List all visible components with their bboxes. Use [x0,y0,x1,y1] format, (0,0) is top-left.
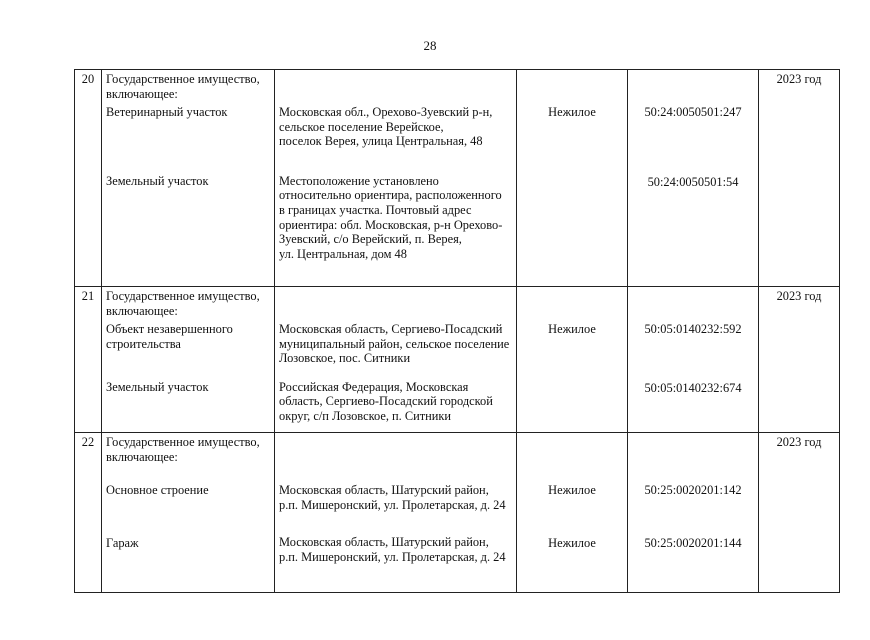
cadastral-number: 50:05:0140232:674 [644,380,742,395]
address-cell [275,70,517,287]
cadastral-cell [628,70,759,287]
table-row [75,433,840,593]
cadastral-cell [628,433,759,593]
row-number: 22 [75,433,102,593]
address-cell [275,287,517,433]
object-name: Гараж [106,535,139,550]
table-row [75,287,840,433]
cadastral-cell [628,287,759,433]
group-title: Государственное имущество, включающее: [106,289,260,318]
cadastral-number: 50:24:0050501:54 [647,174,739,189]
cadastral-number: 50:25:0020201:144 [644,535,742,550]
object-purpose: Нежилое [548,105,596,119]
table-row [75,70,840,287]
object-name: Земельный участок [106,380,209,395]
object-address: Московская область, Сергиево-Посадский муниципальный район, сельское поселение Лозовское, пос. Ситники [279,322,510,366]
object-purpose: Нежилое [548,322,596,336]
cadastral-number: 50:05:0140232:592 [644,322,742,336]
row-number: 21 [75,287,102,433]
object-name: Основное строение [106,483,209,498]
cadastral-number: 50:24:0050501:247 [644,105,742,119]
purpose-cell [517,70,628,287]
year-cell: 2023 год [759,70,840,287]
object-address: Местоположение установлено относительно ориентира, расположенного в границах участка. Почтовый адрес ориентира: обл. Московская, р-н Орехово- Зуевский, с/о Верейский, п. Верея, ул. Центральная, дом 48 [279,173,503,261]
address-cell [275,433,517,593]
property-table [74,69,840,593]
object-address: Московская область, Шатурский район, р.п. Мишеронский, ул. Пролетарская, д. 24 [279,483,506,512]
object-name-cell [102,433,275,593]
purpose-cell [517,287,628,433]
object-address: Московская область, Шатурский район, р.п. Мишеронский, ул. Пролетарская, д. 24 [279,535,506,564]
object-name-cell [102,70,275,287]
object-name: Объект незавершенного строительства [106,322,233,351]
object-purpose: Нежилое [548,483,596,497]
purpose-cell [517,433,628,593]
row-number: 20 [75,70,102,287]
group-title: Государственное имущество, включающее: [106,435,260,464]
page-number: 28 [423,38,437,53]
object-purpose: Нежилое [548,535,596,550]
group-title: Государственное имущество, включающее: [106,72,260,101]
object-address: Московская обл., Орехово-Зуевский р-н, сельское поселение Верейское, поселок Верея, улица Центральная, 48 [279,105,493,149]
object-name-cell [102,287,275,433]
cadastral-number: 50:25:0020201:142 [644,483,742,497]
year-cell: 2023 год [759,433,840,593]
object-address: Российская Федерация, Московская область, Сергиево-Посадский городской округ, с/п Лозовское, п. Ситники [279,379,493,423]
year-cell: 2023 год [759,287,840,433]
object-name: Земельный участок [106,173,209,188]
object-name: Ветеринарный участок [106,105,228,120]
